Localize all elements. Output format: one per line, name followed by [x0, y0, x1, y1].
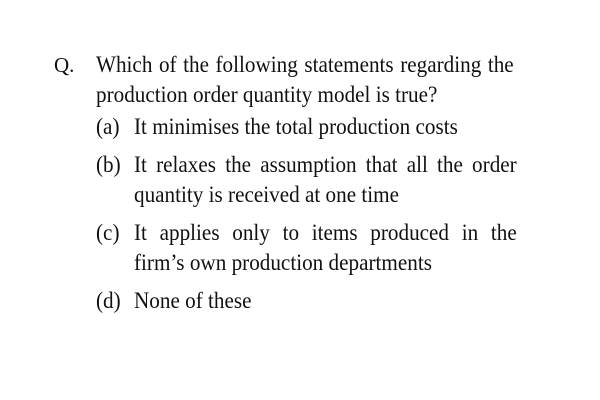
option-d-text: None of these: [134, 288, 252, 313]
option-a-label: (a): [96, 114, 120, 139]
option-d[interactable]: [96, 286, 550, 316]
option-d-label: (d): [96, 288, 121, 313]
option-b-label: (b): [96, 152, 121, 177]
options-list: [96, 112, 550, 316]
option-a[interactable]: [96, 112, 550, 142]
question-row: [54, 50, 550, 110]
question-text: Which of the following statements regarding the production order quantity model is true?: [96, 52, 514, 107]
option-c-label: (c): [96, 220, 120, 245]
question-marker: Q.: [54, 53, 75, 77]
option-c[interactable]: [96, 218, 550, 278]
option-b-text: It relaxes the assumption that all the order quantity is received at one time: [134, 152, 517, 207]
option-a-text: It minimises the total production costs: [134, 114, 458, 139]
question-block: [54, 50, 550, 324]
option-c-text: It applies only to items produced in the firm’s own production departments: [134, 220, 517, 275]
option-b[interactable]: [96, 150, 550, 210]
